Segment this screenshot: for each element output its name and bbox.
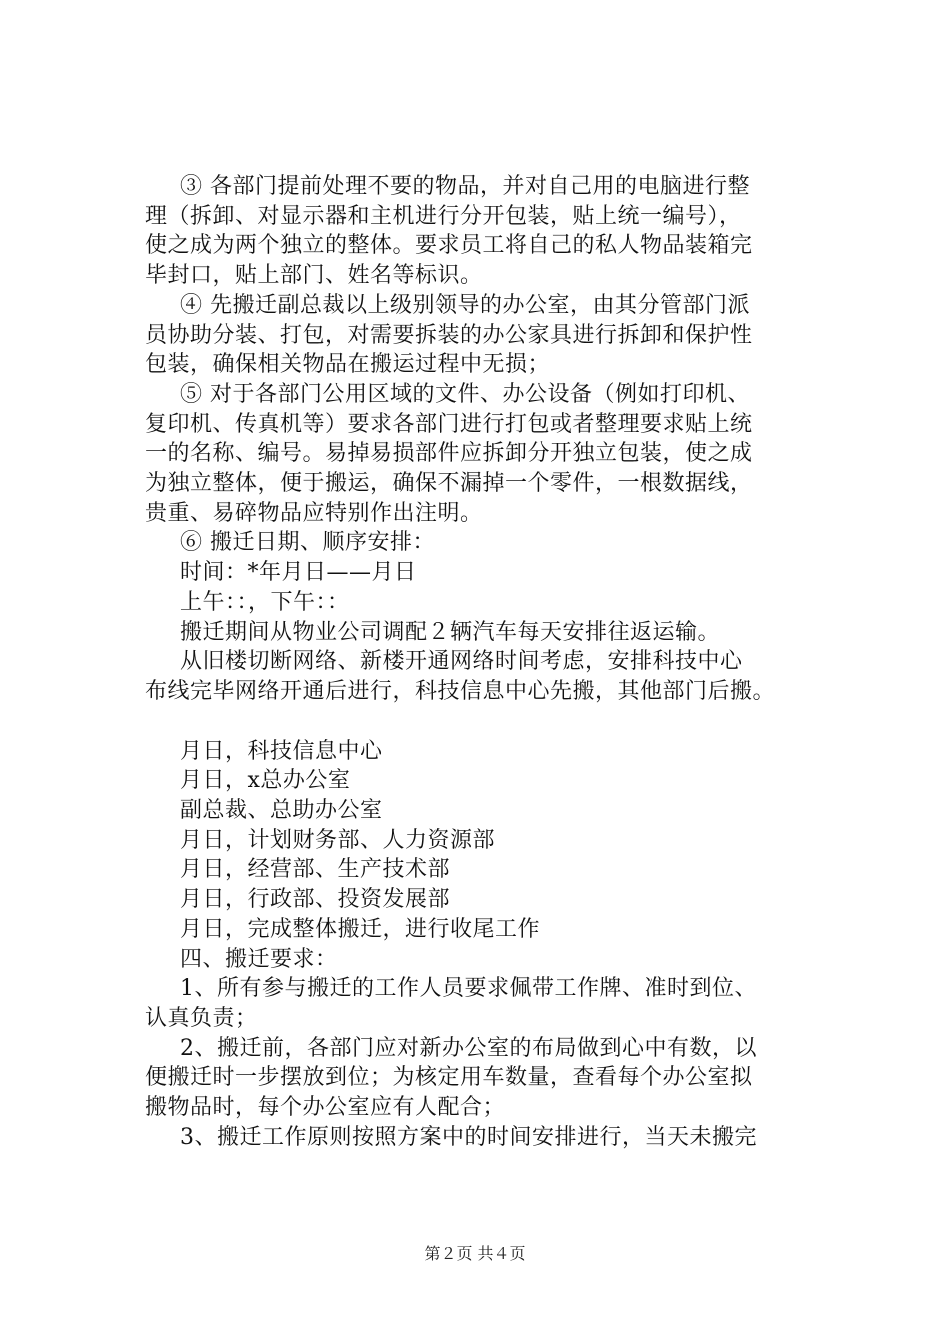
- paragraph-line: 一的名称、编号。易掉易损部件应拆卸分开独立包装，使之成: [145, 441, 753, 467]
- paragraph-line: 2、搬迁前，各部门应对新办公室的布局做到心中有数，以: [180, 1035, 757, 1061]
- schedule-item: 月日，经营部、生产技术部: [180, 857, 451, 883]
- paragraph-line: 复印机、传真机等）要求各部门进行打包或者整理要求贴上统: [145, 411, 753, 437]
- schedule-item: 副总裁、总助办公室: [180, 798, 383, 824]
- paragraph-line: ④ 先搬迁副总裁以上级别领导的办公室，由其分管部门派: [180, 292, 750, 318]
- schedule-item: 月日，计划财务部、人力资源部: [180, 827, 496, 853]
- paragraph-line: 时间：*年月日——月日: [180, 560, 417, 586]
- section-heading: 四、搬迁要求：: [180, 946, 338, 972]
- document-body: [145, 172, 845, 1153]
- paragraph-line: 贵重、易碎物品应特别作出注明。: [145, 500, 483, 526]
- schedule-item: 月日，行政部、投资发展部: [180, 887, 451, 913]
- paragraph-line: 从旧楼切断网络、新楼开通网络时间考虑，安排科技中心: [180, 649, 743, 675]
- paragraph-line: ③ 各部门提前处理不要的物品，并对自己用的电脑进行整: [180, 174, 750, 199]
- schedule-item: 月日，科技信息中心: [180, 738, 383, 764]
- page-number-label: 第２页 共４页: [424, 1244, 526, 1263]
- schedule-item: 月日，完成整体搬迁，进行收尾工作: [180, 916, 541, 942]
- paragraph-line: 理（拆卸、对显示器和主机进行分开包装，贴上统一编号），: [145, 203, 742, 229]
- paragraph-line: ⑥ 搬迁日期、顺序安排：: [180, 530, 435, 556]
- paragraph-line: 包装，确保相关物品在搬运过程中无损；: [145, 352, 551, 378]
- paragraph-line: 3、搬迁工作原则按照方案中的时间安排进行，当天未搬完: [180, 1124, 757, 1150]
- paragraph-line: 搬物品时，每个办公室应有人配合；: [145, 1095, 506, 1121]
- page-footer: [0, 1244, 950, 1264]
- paragraph-line: 认真负责；: [145, 1005, 258, 1031]
- paragraph-line: 便搬迁时一步摆放到位；为核定用车数量，查看每个办公室拟: [145, 1065, 753, 1091]
- paragraph-line: 使之成为两个独立的整体。要求员工将自己的私人物品装箱完: [145, 233, 753, 259]
- paragraph-line: 搬迁期间从物业公司调配２辆汽车每天安排往返运输。: [180, 619, 721, 645]
- paragraph-line: ⑤ 对于各部门公用区域的文件、办公设备（例如打印机、: [180, 381, 750, 407]
- paragraph-line: 1、所有参与搬迁的工作人员要求佩带工作牌、准时到位、: [180, 976, 757, 1002]
- paragraph-line: 上午：：，下午：：: [180, 589, 350, 615]
- schedule-item: 月日，x总办公室: [180, 768, 351, 794]
- paragraph-line: 员协助分装、打包，对需要拆装的办公家具进行拆卸和保护性: [145, 322, 753, 348]
- paragraph-line: 布线完毕网络开通后进行，科技信息中心先搬，其他部门后搬。: [145, 678, 776, 704]
- paragraph-line: 毕封口，贴上部门、姓名等标识。: [145, 263, 483, 289]
- blank-line: [145, 707, 845, 737]
- paragraph-line: 为独立整体，便于搬运，确保不漏掉一个零件，一根数据线，: [145, 471, 753, 497]
